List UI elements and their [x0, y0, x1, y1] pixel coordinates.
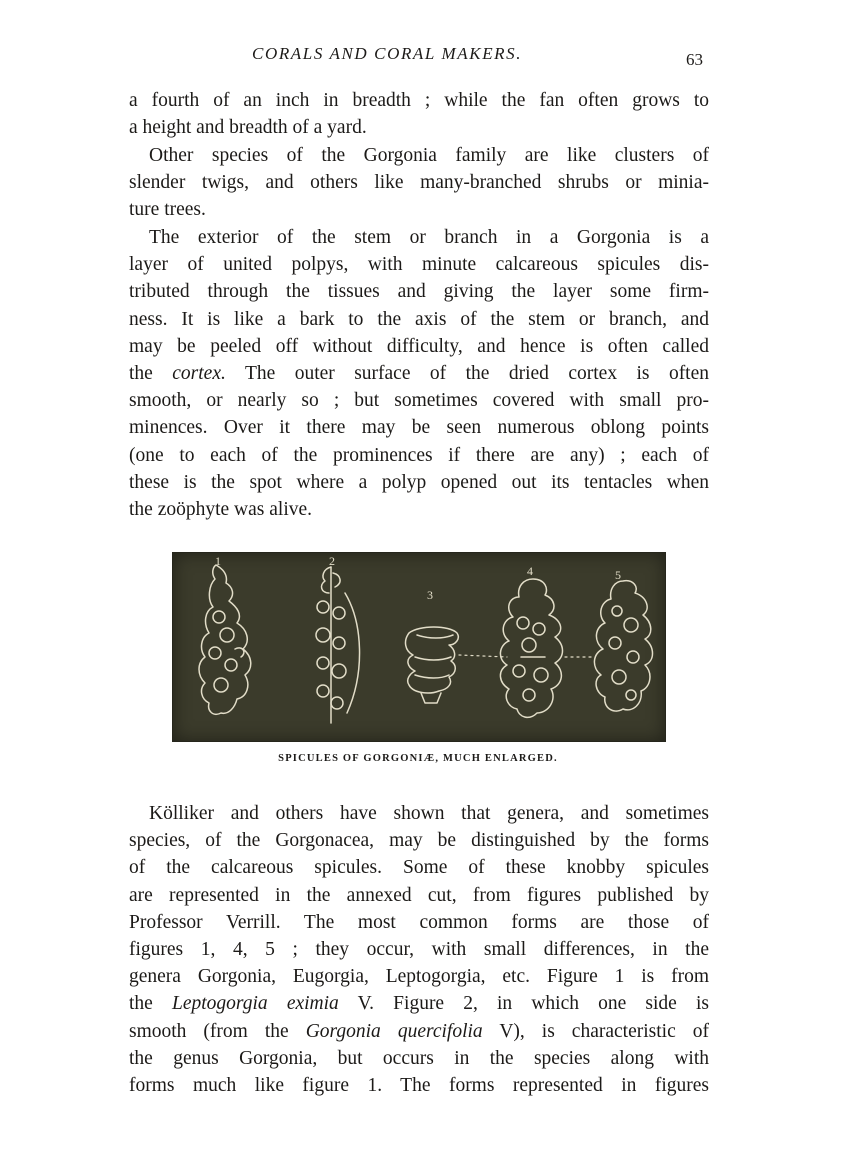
text-line: Other species of the Gorgonia family are like clusters of [149, 145, 709, 166]
italic-term: cortex. [172, 363, 226, 385]
text-line: ture trees. [129, 199, 206, 221]
text-line [129, 990, 709, 1017]
italic-term: Gorgonia quercifolia [305, 1020, 483, 1042]
figure-label-2: 2 [329, 554, 335, 568]
figure-label-4: 4 [527, 564, 533, 578]
paragraph-3 [129, 224, 709, 523]
text-line: a fourth of an inch in breadth ; while the fan often grows to [129, 90, 709, 111]
text-line: forms much like figure 1. The forms represented in figures [129, 1075, 709, 1097]
text-line: figures 1, 4, 5 ; they occur, with small differences, in the [129, 939, 709, 961]
text-line: genera Gorgonia, Eugorgia, Leptogorgia, etc. Figure 1 is from [129, 966, 709, 988]
spicule-figure-3 [406, 627, 459, 703]
spicule-figure-5 [594, 581, 652, 711]
text-run: V), is characteristic of [482, 1020, 709, 1042]
text-line [129, 1018, 709, 1045]
spicule-figure-2 [316, 567, 360, 723]
text-run: V. Figure 2, in which one side is [338, 993, 709, 1015]
text-line: species, of the Gorgonacea, may be distinguished by the forms [129, 830, 709, 852]
figure-label-5: 5 [615, 568, 621, 582]
figure-caption: SPICULES OF GORGONIÆ, MUCH ENLARGED. [278, 753, 558, 764]
italic-term: Leptogorgia eximia [171, 993, 339, 1015]
text-line: minences. Over it there may be seen numerous oblong points [129, 417, 709, 439]
text-run: the [129, 993, 172, 1015]
figure-label-3: 3 [427, 588, 433, 602]
paragraph-2 [129, 142, 709, 224]
text-run: smooth (from the [129, 1020, 306, 1042]
paragraph-4 [129, 800, 709, 1099]
text-run: the [129, 363, 173, 385]
text-line [129, 360, 709, 387]
text-line: ness. It is like a bark to the axis of the stem or branch, and [129, 308, 709, 330]
text-line: The exterior of the stem or branch in a Gorgonia is a [149, 227, 709, 248]
spicules-illustration [173, 553, 665, 741]
spicule-figure-1 [199, 565, 251, 714]
text-line: tributed through the tissues and giving the layer some firm- [129, 281, 709, 303]
text-line: (one to each of the prominences if there are any) ; each of [129, 444, 709, 466]
text-line: may be peeled off without difficulty, and hence is often called [129, 335, 709, 357]
figure-plate [172, 552, 666, 742]
text-line: Kölliker and others have shown that genera, and sometimes [149, 803, 709, 824]
text-line: are represented in the annexed cut, from figures published by [129, 884, 709, 906]
spicule-figure-4 [500, 579, 562, 717]
text-line: Professor Verrill. The most common forms are those of [129, 911, 709, 933]
text-line: a height and breadth of a yard. [129, 117, 367, 139]
text-line: the genus Gorgonia, but occurs in the species along with [129, 1047, 709, 1069]
running-head: CORALS AND CORAL MAKERS. [252, 44, 523, 63]
text-line: slender twigs, and others like many-branched shrubs or minia- [129, 172, 709, 194]
text-line: layer of united polpys, with minute calcareous spicules dis- [129, 254, 709, 276]
text-line: the zoöphyte was alive. [129, 499, 313, 521]
text-line: of the calcareous spicules. Some of these knobby spicules [129, 857, 709, 879]
text-line: these is the spot where a polyp opened out its tentacles when [129, 471, 709, 493]
figure-label-1: 1 [215, 554, 221, 568]
page-number: 63 [686, 50, 703, 69]
text-line: smooth, or nearly so ; but sometimes covered with small pro- [129, 390, 709, 412]
paragraph-1 [129, 87, 709, 141]
text-run: The outer surface of the dried cortex is often [225, 363, 710, 385]
